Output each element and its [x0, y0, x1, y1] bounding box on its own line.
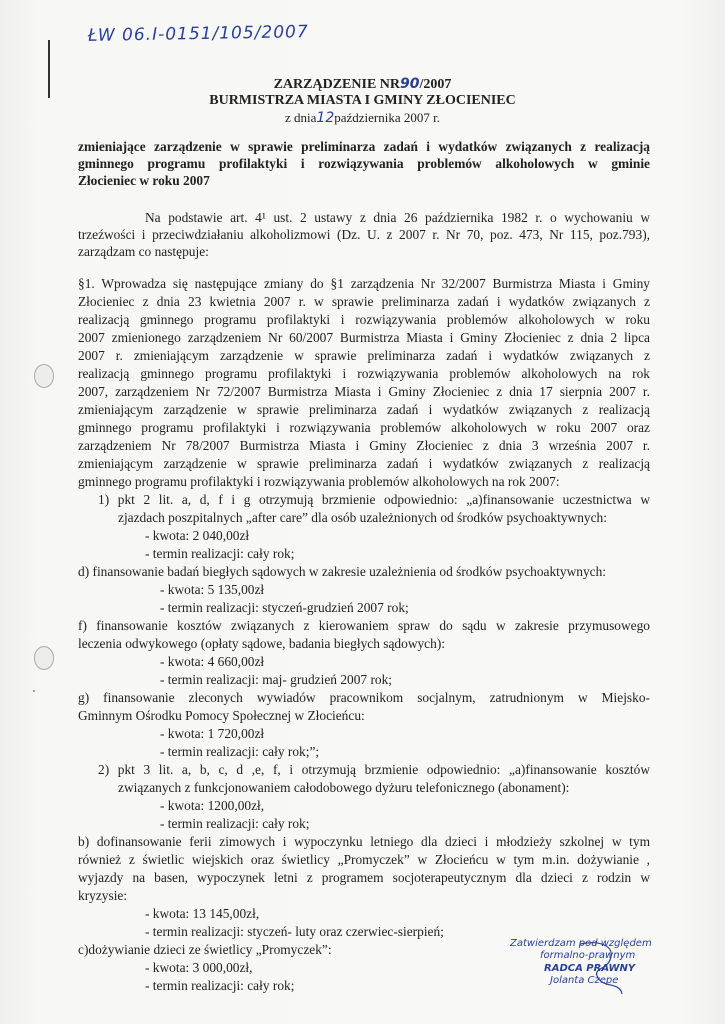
handwritten-day: 12 [316, 110, 335, 126]
amount-line: - kwota: 4 660,00zł [160, 654, 265, 669]
legal-basis-line: zarządzam co następuje: [78, 244, 209, 259]
legal-basis-line: Na podstawie art. 4¹ ust. 2 ustawy z dnia 26 października 1982 r. o wychowaniu w [145, 210, 650, 225]
item-text: d) finansowanie badań biegłych sądowych w zakresie uzależnienia od środków psychoaktywnych: [78, 564, 607, 579]
punch-hole-top [34, 364, 54, 388]
section-paragraph-line: gminnego programu profilaktyki i rozwiązywania problemów alkoholowych na rok 2007: [78, 474, 560, 489]
item-text: również z świetlic wiejskich oraz świetlicy „Promyczek” w Złocieńcu w tym m.in. dożywianie , [78, 852, 650, 867]
handwritten-number: 90 [400, 76, 420, 92]
amount-line: - kwota: 3 000,00zł, [145, 960, 253, 975]
item-text: Gminnym Ośrodku Pomocy Społecznej w Złocieńcu: [78, 708, 365, 723]
section-paragraph-line: Złocieniec z dnia 23 kwietnia 2007 r. w sprawie preliminarza zadań i wydatków związanych z [78, 294, 650, 309]
section-paragraph-line: 2007, zarządzeniem Nr 72/2007 Burmistrza Miasta i Gminy Złocieniec z dnia 17 sierpnia 2007 r. [78, 384, 650, 399]
title-suffix: /2007 [419, 77, 452, 92]
section-paragraph-line: zmieniającym zarządzenie w sprawie preliminarza zadań i wydatków związanych z realizacją [78, 456, 650, 471]
item-text: kryzysie: [78, 888, 128, 903]
item-text: leczenia odwykowego (opłaty sądowe, badania biegłych sądowych): [78, 636, 446, 651]
item-text: c)dożywianie dzieci ze świetlicy „Promyczek”: [78, 942, 332, 957]
term-line: - termin realizacji: maj- grudzień 2007 rok; [160, 672, 393, 687]
subject-line: Złocieniec w roku 2007 [78, 173, 210, 188]
scan-dot [33, 690, 35, 692]
document-date [0, 110, 725, 126]
date-suffix: października 2007 r. [334, 110, 440, 125]
point-1-intro: 1) pkt 2 lit. a, d, f i g otrzymują brzmienie odpowiednio: „a)finansowanie uczestnictwa w [98, 492, 650, 507]
section-paragraph-line: realizacją gminnego programu profilaktyki i rozwiązywania problemów alkoholowych w roku [78, 312, 650, 327]
amount-line: - kwota: 2 040,00zł [145, 528, 250, 543]
section-paragraph-line: zarządzeniem Nr 78/2007 Burmistrza Miasta i Gminy Złocieniec z dnia 3 września 2007 r. [78, 438, 650, 453]
section-paragraph-line: gminnego programu profilaktyki i rozwiązywania problemów alkoholowych w roku 2007 oraz [78, 420, 650, 435]
section-paragraph-line: zmieniającym zarządzenie w sprawie preliminarza zadań i wydatków związanych z realizacją [78, 402, 650, 417]
item-text: wyjazdy na basen, wypoczynek letni z programem socjoterapeutycznym dla dzieci z rodzin w [78, 870, 650, 885]
term-line: - termin realizacji: styczeń- luty oraz czerwiec-sierpień; [145, 924, 444, 939]
term-line: - termin realizacji: styczeń-grudzień 2007 rok; [160, 600, 409, 615]
term-line: - termin realizacji: cały rok; [145, 546, 295, 561]
punch-hole-bottom [34, 646, 54, 670]
title-prefix: ZARZĄDZENIE NR [273, 77, 401, 92]
item-text: b) dofinansowanie ferii zimowych i wypoczynku letniego dla dzieci i młodzieży szkolnej w tym [78, 834, 650, 849]
section-paragraph-line: 2007 r. zmieniającym zarządzenie w sprawie preliminarza zadań i wydatków związanych z [78, 348, 650, 363]
amount-line: - kwota: 1200,00zł, [160, 798, 265, 813]
issuing-authority: BURMISTRZA MIASTA I GMINY ZŁOCIENIEC [209, 93, 516, 108]
stamp-line: Zatwierdzam pod względem [510, 938, 652, 949]
subject-line: gminnego programu profilaktyki i rozwiązywania problemów alkoholowych w gminie [78, 156, 650, 171]
legal-basis-line: trzeźwości i przeciwdziałaniu alkoholizmowi (Dz. U. z 2007 r. Nr 70, poz. 473, Nr 115, poz.793), [78, 227, 650, 242]
amount-line: - kwota: 13 145,00zł, [145, 906, 260, 921]
term-line: - termin realizacji: cały rok;”; [160, 744, 320, 759]
stamp-line: formalno-prawnym [540, 950, 636, 961]
signature-scribble [570, 938, 630, 996]
term-line: - termin realizacji: cały rok; [145, 978, 295, 993]
section-paragraph-line: realizacją gminnego programu profilaktyki i rozwiązywania problemów alkoholowych na rok [78, 366, 650, 381]
item-text: g) finansowanie zleconych wywiadów pracownikom socjalnym, zatrudnionym w Miejsko- [78, 690, 650, 705]
handwritten-reference-number: ŁW 06.I-0151/105/2007 [87, 22, 309, 46]
section-paragraph-line: 2007 zmienionego zarządzeniem Nr 60/2007 Burmistrza Miasta i Gminy Złocieniec z dnia 2 lipca [78, 330, 650, 345]
date-prefix: z dnia [285, 110, 317, 125]
subject-line: zmieniające zarządzenie w sprawie preliminarza zadań i wydatków związanych z realizacją [78, 139, 650, 154]
section-paragraph-line: §1. Wprowadza się następujące zmiany do §1 zarządzenia Nr 32/2007 Burmistrza Miasta i Gminy [78, 276, 650, 291]
point-2-intro: 2) pkt 3 lit. a, b, c, d ,e, f, i otrzymują brzmienie odpowiednio: „a)finansowanie kosztów [98, 762, 650, 777]
legal-approval-stamp [510, 938, 658, 1000]
item-text: f) finansowanie kosztów związanych z kierowaniem spraw do sądu w zakresie przymusowego [78, 618, 650, 633]
document-title [0, 76, 725, 93]
amount-line: - kwota: 5 135,00zł [160, 582, 265, 597]
point-1-intro-cont: zjazdach poszpitalnych „after care” dla osób uzależnionych od środków psychoaktywnych: [118, 510, 607, 525]
stamp-line: RADCA PRAWNY [544, 963, 636, 974]
term-line: - termin realizacji: cały rok; [160, 816, 310, 831]
stamp-line: Jolanta Czepe [550, 975, 619, 986]
point-2-intro-cont: związanych z funkcjonowaniem całodobowego dyżuru telefonicznego (abonament): [118, 780, 570, 795]
amount-line: - kwota: 1 720,00zł [160, 726, 265, 741]
